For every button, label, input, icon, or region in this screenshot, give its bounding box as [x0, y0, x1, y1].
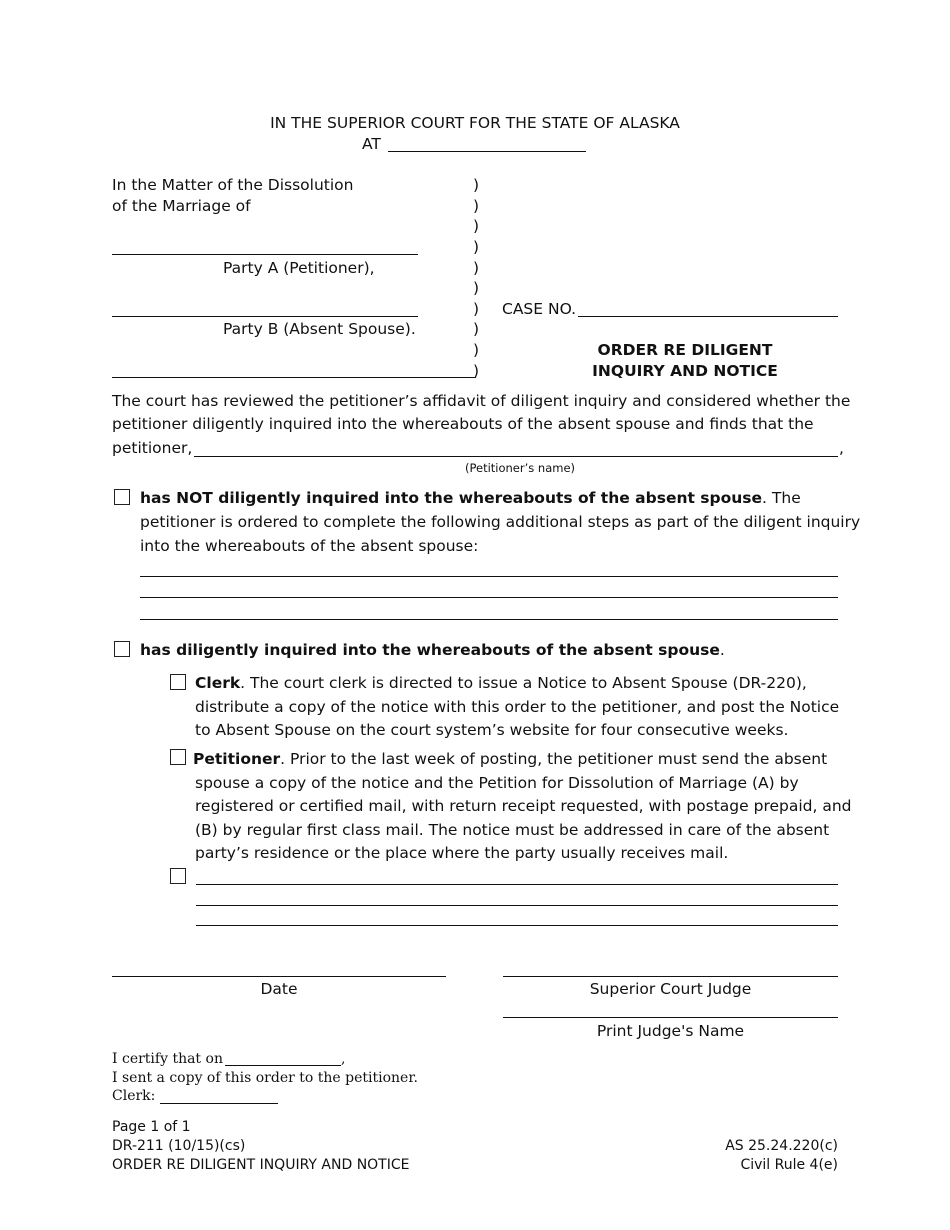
order-title-line-1: ORDER RE DILIGENT — [597, 341, 773, 359]
not-diligent-line-3: into the whereabouts of the absent spouse: — [140, 537, 479, 555]
not-diligent-line-2: petitioner is ordered to complete the following additional steps as part of the diligent inquiry — [140, 513, 861, 531]
other-line[interactable] — [196, 925, 838, 926]
caption-paren: ) — [473, 341, 480, 359]
caption-paren: ) — [473, 197, 480, 215]
footer-form-title: ORDER RE DILIGENT INQUIRY AND NOTICE — [112, 1157, 410, 1173]
party-a-name-line[interactable] — [112, 254, 418, 255]
footer-page: Page 1 of 1 — [112, 1119, 191, 1135]
caption-paren: ) — [473, 259, 480, 277]
additional-steps-line[interactable] — [140, 597, 838, 598]
certify-line-1: I certify that on — [112, 1051, 223, 1067]
other-checkbox[interactable] — [170, 868, 186, 884]
clerk-line-3: to Absent Spouse on the court system’s website for four consecutive weeks. — [195, 721, 789, 739]
petitioner-checkbox[interactable] — [170, 749, 186, 765]
caption-paren: ) — [473, 300, 480, 318]
caption-bottom-line — [112, 377, 476, 378]
certify-line-2: I sent a copy of this order to the petitioner. — [112, 1070, 418, 1086]
petitioner-name-caption: (Petitioner’s name) — [464, 461, 576, 475]
intro-line-2: petitioner diligently inquired into the whereabouts of the absent spouse and finds that the — [112, 415, 814, 433]
caption-paren: ) — [473, 217, 480, 235]
diligent-line — [140, 640, 725, 660]
clerk-line-2: distribute a copy of the notice with this order to the petitioner, and post the Notice — [195, 698, 840, 716]
intro-line-1: The court has reviewed the petitioner’s affidavit of diligent inquiry and considered whether the — [112, 392, 851, 410]
petitioner-line-2: spouse a copy of the notice and the Petition for Dissolution of Marriage (A) by — [195, 774, 799, 792]
footer-statute: AS 25.24.220(c) — [725, 1138, 838, 1154]
petitioner-line-3: registered or certified mail, with return receipt requested, with postage prepaid, and — [195, 797, 852, 815]
clerk-checkbox[interactable] — [170, 674, 186, 690]
clerk-line-1 — [195, 673, 807, 693]
intro-line-3: petitioner, — [112, 439, 193, 457]
at-label: AT — [362, 135, 381, 153]
location-field-line[interactable] — [388, 151, 586, 152]
additional-steps-line[interactable] — [140, 619, 838, 620]
petitioner-line-4: (B) by regular first class mail. The notice must be addressed in care of the absent — [195, 821, 830, 839]
judge-signature-line[interactable] — [503, 976, 838, 977]
judge-print-name-line[interactable] — [503, 1017, 838, 1018]
certify-date-line[interactable] — [225, 1065, 341, 1066]
other-line[interactable] — [196, 884, 838, 885]
caption-paren: ) — [473, 176, 480, 194]
court-heading: IN THE SUPERIOR COURT FOR THE STATE OF ALASKA — [270, 114, 680, 132]
date-line[interactable] — [112, 976, 446, 977]
clerk-signature-line[interactable] — [160, 1103, 278, 1104]
order-title-line-2: INQUIRY AND NOTICE — [592, 362, 778, 380]
caption-paren: ) — [473, 279, 480, 297]
clerk-bold: Clerk — [195, 674, 241, 692]
additional-steps-line[interactable] — [140, 576, 838, 577]
diligent-rest: . — [719, 641, 725, 659]
intro-comma: , — [839, 439, 844, 457]
party-a-label: Party A (Petitioner), — [223, 259, 375, 277]
not-diligent-checkbox[interactable] — [114, 489, 130, 505]
case-no-label: CASE NO. — [502, 300, 577, 318]
petitioner-line-1 — [193, 749, 827, 769]
matter-line-1: In the Matter of the Dissolution — [112, 176, 354, 194]
party-b-name-line[interactable] — [112, 316, 418, 317]
not-diligent-bold: has NOT diligently inquired into the whereabouts of the absent spouse — [140, 489, 763, 507]
party-b-label: Party B (Absent Spouse). — [223, 320, 416, 338]
judge-signature-label: Superior Court Judge — [589, 980, 752, 998]
caption-paren: ) — [473, 362, 480, 380]
diligent-bold: has diligently inquired into the whereabouts of the absent spouse — [140, 641, 720, 659]
judge-print-name-label: Print Judge's Name — [596, 1022, 745, 1040]
footer-rule: Civil Rule 4(e) — [740, 1157, 838, 1173]
date-label: Date — [260, 980, 298, 998]
petitioner-bold: Petitioner — [193, 750, 281, 768]
diligent-checkbox[interactable] — [114, 641, 130, 657]
petitioner-line-1-rest: . Prior to the last week of posting, the petitioner must send the absent — [280, 750, 828, 768]
clerk-line-1-rest: . The court clerk is directed to issue a Notice to Absent Spouse (DR-220), — [240, 674, 807, 692]
caption-paren: ) — [473, 320, 480, 338]
caption-paren: ) — [473, 238, 480, 256]
footer-form-number: DR-211 (10/15)(cs) — [112, 1138, 246, 1154]
certify-comma: , — [341, 1051, 346, 1067]
not-diligent-line-1 — [140, 488, 801, 508]
other-line[interactable] — [196, 905, 838, 906]
case-no-field-line[interactable] — [578, 316, 838, 317]
not-diligent-line-1-rest: . The — [762, 489, 801, 507]
petitioner-name-line[interactable] — [194, 456, 838, 457]
matter-line-2: of the Marriage of — [112, 197, 251, 215]
certify-clerk-label: Clerk: — [112, 1088, 156, 1104]
petitioner-line-5: party’s residence or the place where the party usually receives mail. — [195, 844, 729, 862]
